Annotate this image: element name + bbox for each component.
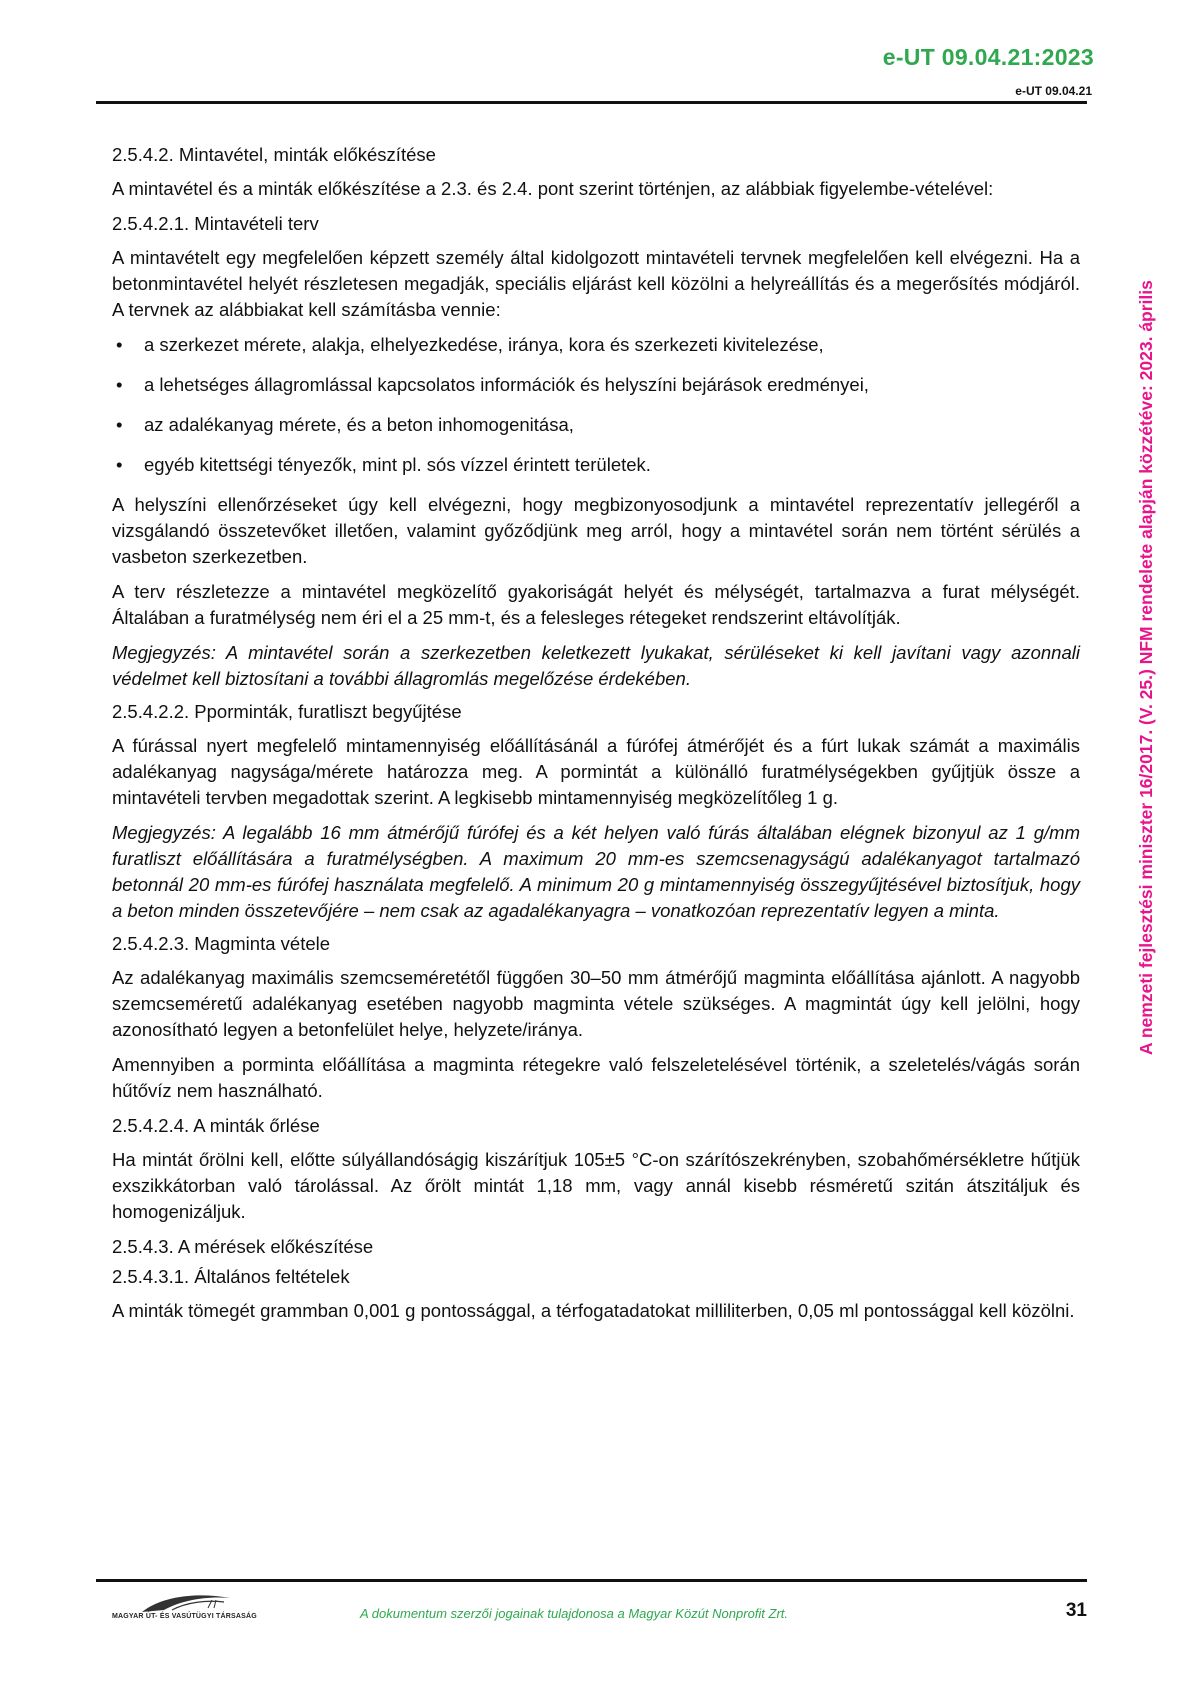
publication-side-note: A nemzeti fejlesztési miniszter 16/2017. (V. 25.) NFM rendelete alapján közzétéve: 2023. április	[1136, 280, 1156, 1055]
header-divider	[96, 101, 1087, 104]
paragraph: A fúrással nyert megfelelő mintamennyiség előállításánál a fúrófej átmérőjét és a fúrt lukak számát a maximális adalékanyag nagysága/mérete határozza meg. A pormintát a különálló furatmélységekben gyűjtjük össze a mintavételi tervben megadottak szerint. A legkisebb mintamennyiség megközelítőleg 1 g.	[112, 735, 1080, 808]
list-item: • egyéb kitettségi tényezők, mint pl. sós vízzel érintett területek.	[112, 452, 1080, 478]
section-heading-2-5-4-2: 2.5.4.2. Mintavétel, minták előkészítése	[112, 144, 436, 165]
footer-divider	[96, 1579, 1087, 1582]
paragraph: A minták tömegét grammban 0,001 g pontossággal, a térfogatadatokat milliliterben, 0,05 ml pontossággal kell közölni.	[112, 1300, 1075, 1321]
list-item: • az adalékanyag mérete, és a beton inhomogenitása,	[112, 412, 1080, 438]
section-heading-2-5-4-2-2: 2.5.4.2.2. Pporminták, furatliszt begyűjtése	[112, 701, 462, 722]
logo-text: MAGYAR ÚT- ÉS VASÚTÜGYI TÁRSASÁG	[112, 1613, 257, 1620]
paragraph: A mintavétel és a minták előkészítése a 2.3. és 2.4. pont szerint történjen, az alábbiak figyelembe-vételével:	[112, 178, 994, 199]
paragraph: A helyszíni ellenőrzéseket úgy kell elvégezni, hogy megbizonyosodjunk a mintavétel reprezentatív jellegéről a vizsgálandó összetevőket illetően, valamint győződjünk meg arról, hogy a mintavétel során nem történt sérülés a vasbeton szerkezetben.	[112, 494, 1080, 567]
section-heading-2-5-4-2-1: 2.5.4.2.1. Mintavételi terv	[112, 213, 319, 234]
section-heading-2-5-4-3-1: 2.5.4.3.1. Általános feltételek	[112, 1266, 350, 1287]
paragraph: A mintavételt egy megfelelően képzett személy által kidolgozott mintavételi tervnek megfelelően kell elvégezni. Ha a betonmintavétel helyét részletesen megadják, speciális eljárást kell közölni a helyreállítás és a megerősítés módjáról. A tervnek az alábbiakat kell számításba vennie:	[112, 247, 1080, 320]
bullet-list	[112, 332, 1080, 478]
section-heading-2-5-4-2-3: 2.5.4.2.3. Magminta vétele	[112, 933, 331, 954]
note-paragraph: Megjegyzés: A legalább 16 mm átmérőjű fúrófej és a két helyen való fúrás általában elégnek bizonyul az 1 g/mm furatliszt előállítására a furatmélységben. A maximum 20 mm-es szemcsenagyságú adalékanyagot tartalmazó betonnál 20 mm-es fúrófej használata megfelelő. A minimum 20 g mintamennyiség összegyűjtésével biztosítjuk, hogy a beton minden összetevőjére – nem csak az agadalékanyagra – vonatkozóan reprezentatív legyen a minta.	[112, 822, 1080, 921]
paragraph: Az adalékanyag maximális szemcseméretétől függően 30–50 mm átmérőjű magminta előállítása ajánlott. A nagyobb szemcseméretű adalékanyag esetében nagyobb magminta vétele szükséges. A magmintát úgy kell jelölni, hogy azonosítható legyen a betonfelület helye, helyzete/iránya.	[112, 967, 1080, 1040]
document-code: e-UT 09.04.21:2023	[882, 44, 1094, 70]
copyright-notice: A dokumentum szerzői jogainak tulajdonosa a Magyar Közút Nonprofit Zrt.	[360, 1606, 789, 1621]
document-code-small: e-UT 09.04.21	[1015, 84, 1092, 98]
page-number: 31	[1065, 1600, 1087, 1621]
note-paragraph: Megjegyzés: A mintavétel során a szerkezetben keletkezett lyukakat, sérüléseket ki kell javítani vagy azonnali védelmet kell biztosítani a további állagromlás megelőzése érdekében.	[112, 642, 1080, 689]
list-item: • a szerkezet mérete, alakja, elhelyezkedése, iránya, kora és szerkezeti kivitelezése,	[112, 332, 1080, 358]
paragraph: A terv részletezze a mintavétel megközelítő gyakoriságát helyét és mélységét, tartalmazva a furat mélységét. Általában a furatmélység nem éri el a 25 mm-t, és a felesleges rétegeket rendszerint eltávolítják.	[112, 581, 1080, 628]
main-content	[112, 142, 1080, 1333]
section-heading-2-5-4-3: 2.5.4.3. A mérések előkészítése	[112, 1236, 374, 1257]
section-heading-2-5-4-2-4: 2.5.4.2.4. A minták őrlése	[112, 1115, 320, 1136]
paragraph: Amennyiben a porminta előállítása a magminta rétegekre való felszeletelésével történik, a szeletelés/vágás során hűtővíz nem használható.	[112, 1054, 1080, 1101]
paragraph: Ha mintát őrölni kell, előtte súlyállandóságig kiszárítjuk 105±5 °C-on szárítószekrényben, szobahőmérsékletre hűtjük exszikkátorban való tárolással. Az őrölt mintát 1,18 mm, vagy annál kisebb résméretű szitán átszitáljuk és homogenizáljuk.	[112, 1149, 1080, 1222]
list-item: • a lehetséges állagromlással kapcsolatos információk és helyszíni bejárások eredményei,	[112, 372, 1080, 398]
